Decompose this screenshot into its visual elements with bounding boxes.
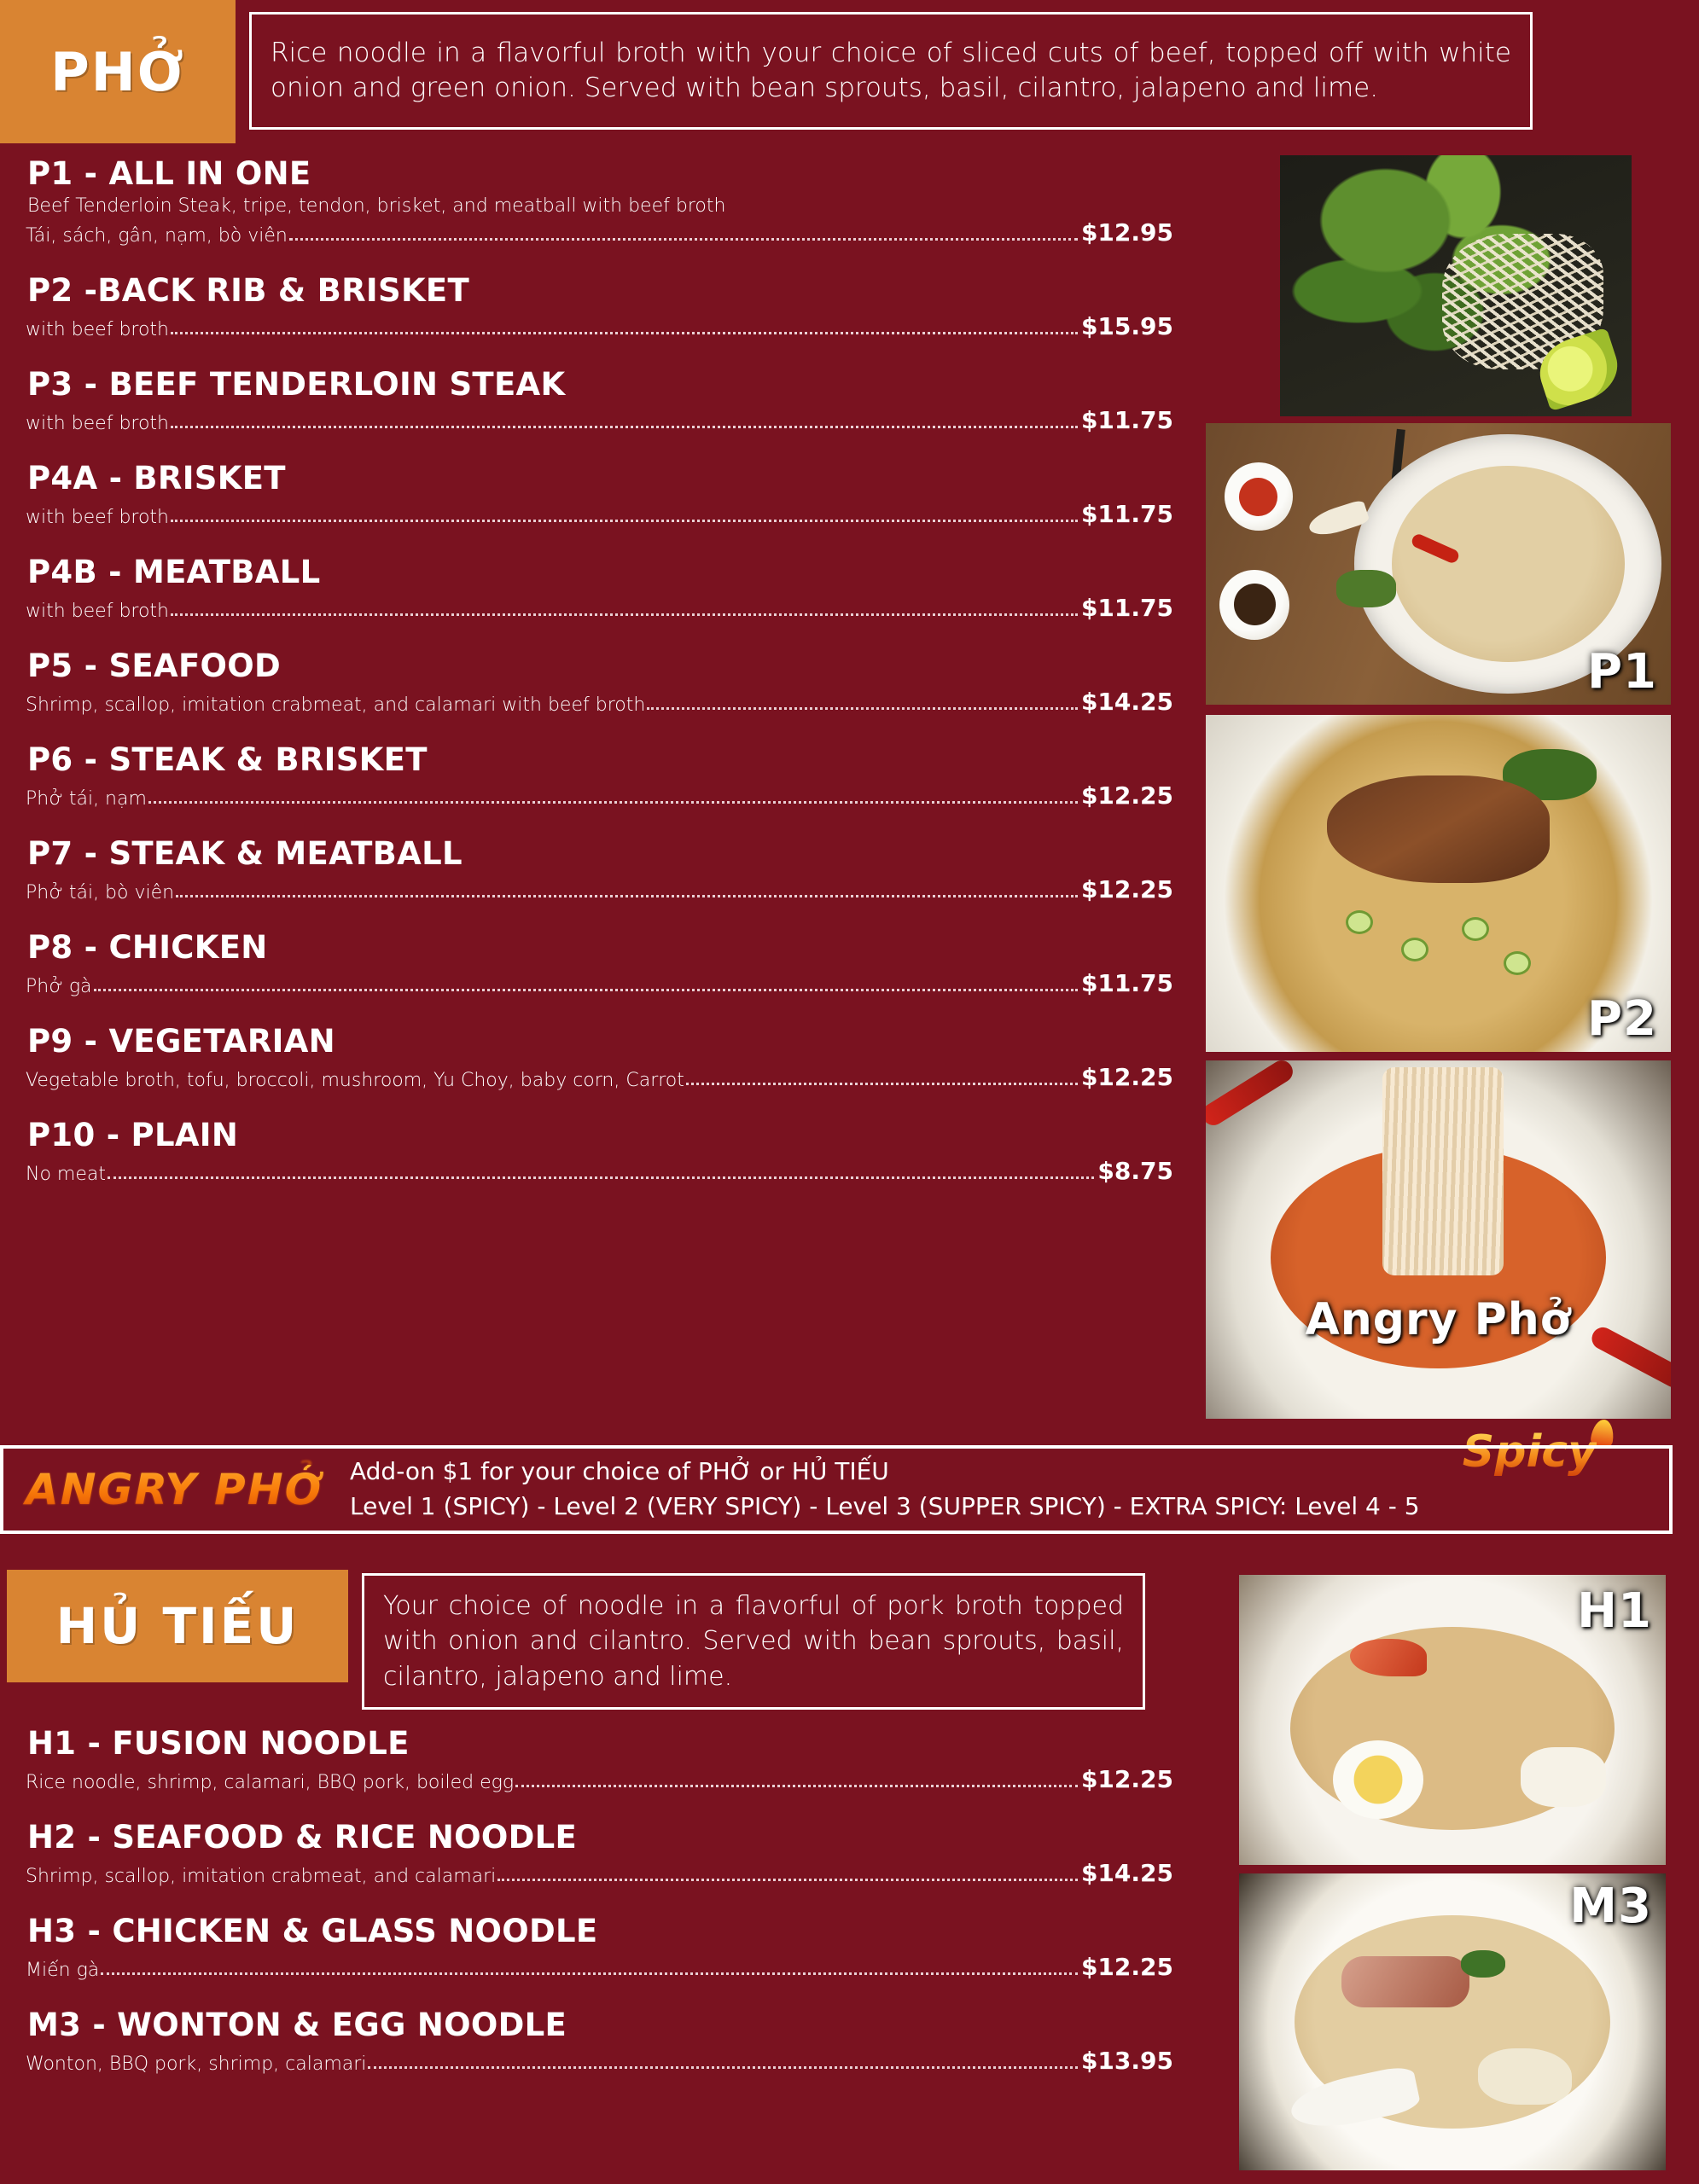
menu-item [26,366,1173,434]
menu-item-name: P2 -BACK RIB & BRISKET [27,272,470,309]
menu-item-description: with beef broth [26,413,169,434]
menu-item [26,929,1173,997]
pho-section-header [0,0,236,143]
leader-dots [368,2065,1078,2069]
menu-item-description: Beef Tenderloin Steak, tripe, tendon, brisket, and meatball with beef broth [27,195,726,217]
menu-item-price: $8.75 [1097,1157,1173,1185]
leader-dots [289,237,1078,241]
scallion-detail [1462,917,1489,941]
menu-item-price: $12.25 [1080,1765,1173,1793]
photo-angry-pho-bowl [1206,1060,1671,1419]
menu-item [26,1725,1173,1793]
menu-item [26,1023,1173,1091]
leader-dots [647,706,1078,710]
broth-detail [1392,466,1625,663]
photo-label: P2 [1586,991,1657,1047]
menu-item-name: P1 - ALL IN ONE [27,155,311,192]
scallion-detail [1504,951,1531,975]
menu-item [26,554,1173,622]
leader-dots [94,988,1078,991]
leader-dots [171,519,1078,522]
leader-dots [171,613,1078,616]
hoisin-sauce-dish [1219,570,1289,640]
menu-item-price: $14.25 [1080,1859,1173,1887]
leader-dots [108,1176,1094,1179]
angry-pho-levels-line: Level 1 (SPICY) - Level 2 (VERY SPICY) - Level 3 (SUPPER SPICY) - EXTRA SPICY: Level 4 - 5 [350,1492,1420,1520]
menu-item-description: Phở tái, bò viên [26,882,175,903]
menu-item-price: $12.25 [1080,1063,1173,1091]
menu-item-name: P3 - BEEF TENDERLOIN STEAK [27,366,566,403]
menu-item-price: $12.25 [1080,781,1173,810]
menu-item-price: $12.95 [1080,218,1173,247]
menu-item-name: P5 - SEAFOOD [27,648,282,684]
boiled-egg-detail [1333,1740,1423,1819]
greens-detail [1336,570,1396,607]
leader-dots [101,1972,1078,1975]
photo-p2-bowl [1206,715,1671,1052]
scallion-detail [1346,910,1373,934]
menu-item-name: P7 - STEAK & MEATBALL [27,835,463,872]
bbq-pork-detail [1341,1956,1469,2007]
menu-item [26,460,1173,528]
photo-label: Angry Phở [1305,1294,1572,1345]
menu-item-price: $11.75 [1080,500,1173,528]
photo-herb-plate [1280,155,1632,416]
angry-pho-addon-line: Add-on $1 for your choice of PHỞ or HỦ TIẾU [350,1457,889,1486]
back-rib-detail [1327,775,1551,883]
photo-label: P1 [1586,644,1657,700]
menu-item-name: P9 - VEGETARIAN [27,1023,335,1060]
menu-item [26,835,1173,903]
menu-item-description: Miến gà [26,1960,100,1981]
pho-section-description-box [249,12,1533,130]
hutieu-section-title: HỦ TIẾU [55,1597,300,1655]
leader-dots [497,1878,1078,1881]
leader-dots [176,894,1078,897]
leader-dots [515,1784,1078,1787]
hutieu-section-description-box [362,1573,1145,1710]
menu-item-name: P6 - STEAK & BRISKET [27,741,428,778]
hutieu-section-header [7,1570,348,1682]
menu-item-name: H3 - CHICKEN & GLASS NOODLE [27,1913,598,1949]
angry-pho-text [345,1455,1669,1524]
menu-item-name: P4A - BRISKET [27,460,286,497]
menu-item-description: Wonton, BBQ pork, shrimp, calamari [26,2053,367,2075]
menu-item-price: $13.95 [1080,2047,1173,2075]
spicy-badge: Spicy [1462,1426,1597,1478]
menu-item-name: M3 - WONTON & EGG NOODLE [27,2007,567,2043]
photo-m3-bowl [1239,1873,1666,2170]
menu-item [26,272,1173,340]
menu-item-description: with beef broth [26,319,169,340]
menu-item-description: with beef broth [26,507,169,528]
leader-dots [171,331,1078,334]
menu-item-subdescription: Tái, sách, gân, nạm, bò viên [26,225,288,247]
photo-h1-bowl [1239,1575,1666,1865]
noodle-detail [1382,1067,1504,1275]
pho-section-description: Rice noodle in a flavorful broth with your choice of sliced cuts of beef, topped off with white onion and green onion. Served with bean sprouts, basil, cilantro, jalapeno and lime. [271,38,1511,103]
scallion-detail [1401,938,1428,961]
leader-dots [686,1082,1078,1085]
menu-item-description: Vegetable broth, tofu, broccoli, mushroom, Yu Choy, baby corn, Carrot [26,1070,684,1091]
menu-item-description: Shrimp, scallop, imitation crabmeat, and calamari with beef broth [26,694,646,716]
menu-item-description: Phở tái, nạm [26,788,147,810]
greens-detail [1461,1950,1505,1978]
pho-item-list [26,155,1173,1188]
menu-item [26,1117,1173,1185]
menu-item-price: $11.75 [1080,969,1173,997]
menu-item-name: P10 - PLAIN [27,1117,239,1153]
menu-item [26,1819,1173,1887]
chili-sauce-dish [1225,462,1293,531]
leader-dots [148,800,1078,804]
menu-item-name: H1 - FUSION NOODLE [27,1725,410,1762]
menu-item-description: Rice noodle, shrimp, calamari, BBQ pork, boiled egg [26,1772,515,1793]
menu-item-price: $11.75 [1080,406,1173,434]
menu-item-price: $12.25 [1080,875,1173,903]
menu-item-price: $14.25 [1080,688,1173,716]
photo-p1-bowl [1206,423,1671,705]
menu-item-name: P8 - CHICKEN [27,929,268,966]
menu-item-price: $12.25 [1080,1953,1173,1981]
pho-section-title: PHỞ [50,40,185,103]
menu-item-description: Shrimp, scallop, imitation crabmeat, and calamari [26,1866,497,1887]
hutieu-section-description: Your choice of noodle in a flavorful of pork broth topped with onion and cilantro. Served with bean sprouts, basil, cilantro, jalapeno and lime. [383,1590,1124,1692]
menu-item-name: H2 - SEAFOOD & RICE NOODLE [27,1819,578,1856]
menu-item [26,648,1173,716]
photo-label: M3 [1569,1879,1652,1934]
menu-item [26,2007,1173,2075]
menu-item [26,1913,1173,1981]
calamari-detail [1521,1747,1606,1807]
angry-pho-logo: ANGRY PHỞ [3,1465,345,1514]
angry-pho-banner [0,1445,1673,1534]
leader-dots [171,425,1078,428]
menu-item [26,155,1173,247]
menu-item [26,741,1173,810]
wonton-detail [1478,2048,1572,2105]
menu-item-name: P4B - MEATBALL [27,554,321,590]
menu-item-price: $15.95 [1080,312,1173,340]
photo-label: H1 [1577,1583,1652,1639]
menu-item-price: $11.75 [1080,594,1173,622]
menu-item-description: No meat [26,1164,106,1185]
menu-item-description: with beef broth [26,601,169,622]
hutieu-item-list [26,1725,1173,2078]
menu-item-description: Phở gà [26,976,92,997]
